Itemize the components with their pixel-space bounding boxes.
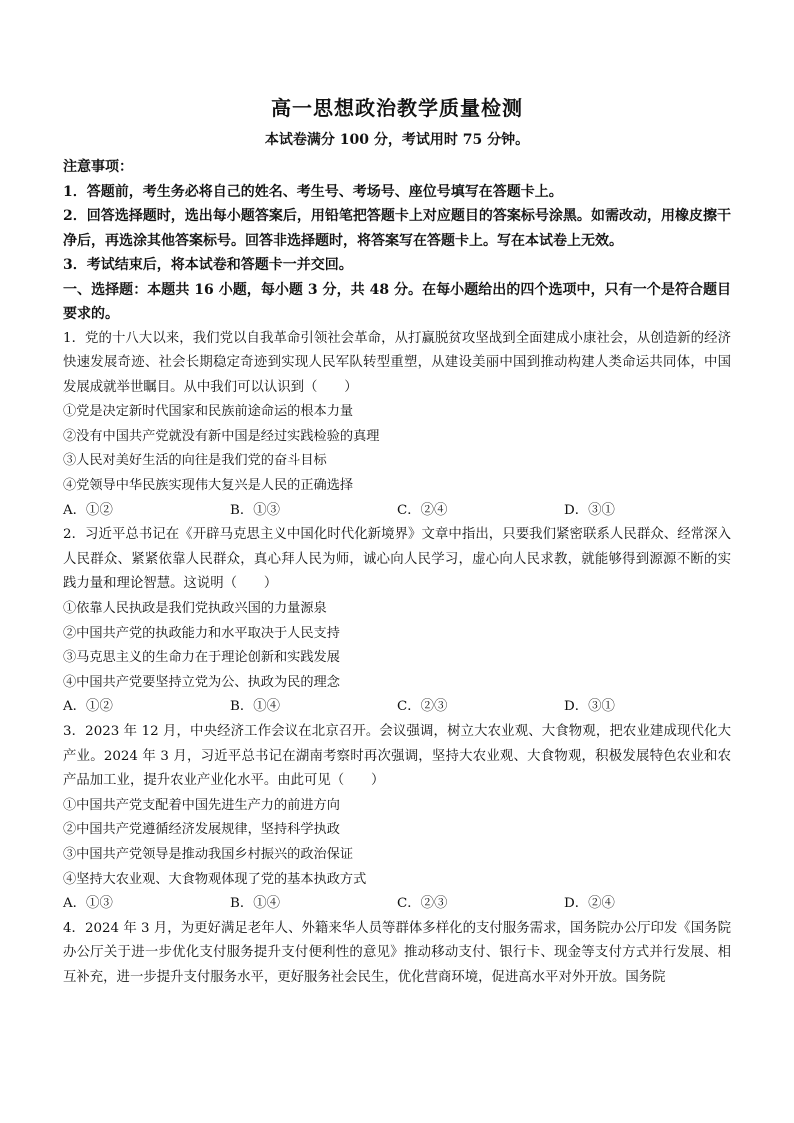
exam-subtitle: 本试卷满分 100 分，考试用时 75 分钟。 bbox=[264, 132, 530, 148]
question-3-statement-3: ③中国共产党领导是推动我国乡村振兴的政治保证 bbox=[63, 846, 354, 862]
question-3-stem: 3．2023 年 12 月，中央经济工作会议在北京召开。会议强调，树立大农业观、大食物观，把农业建成现代化大产业。2024 年 3 月，习近平总书记在湖南考察时再次强调，坚持大农业观、大食物观，积极发展特色农业和农产品加工业，提升农业产业化水平。由此可见（ ） bbox=[63, 724, 731, 789]
choice-b: B．①③ bbox=[230, 502, 281, 518]
choice-b: B．①④ bbox=[230, 896, 281, 912]
question-2-stem: 2．习近平总书记在《开辟马克思主义中国化时代化新境界》文章中指出，只要我们紧密联系人民群众、经常深入人民群众、紧紧依靠人民群众，真心拜人民为师，诚心向人民学习，虚心向人民求教，就能够得到源源不断的实践力量和理论智慧。这说明（ ） bbox=[63, 527, 731, 592]
choice-d: D．③① bbox=[564, 502, 615, 518]
question-1-choices bbox=[63, 499, 731, 524]
choice-c: C．②③ bbox=[397, 699, 448, 715]
question-2-statement-2: ②中国共产党的执政能力和水平取决于人民支持 bbox=[63, 625, 340, 641]
choice-a: A．①② bbox=[63, 502, 113, 518]
choice-b: B．①④ bbox=[230, 699, 281, 715]
question-1-statement-1: ①党是决定新时代国家和民族前途命运的根本力量 bbox=[63, 404, 354, 420]
question-1-statement-4: ④党领导中华民族实现伟大复兴是人民的正确选择 bbox=[63, 478, 354, 494]
note-item-3: 3．考试结束后，将本试卷和答题卡一并交回。 bbox=[63, 257, 353, 273]
question-2-statement-4: ④中国共产党要坚持立党为公、执政为民的理念 bbox=[63, 674, 340, 690]
question-3-choices bbox=[63, 892, 731, 917]
section-heading: 一、选择题：本题共 16 小题，每小题 3 分，共 48 分。在每小题给出的四个选项中，只有一个是符合题目要求的。 bbox=[63, 281, 731, 322]
note-item-1: 1．答题前，考生务必将自己的姓名、考生号、考场号、座位号填写在答题卡上。 bbox=[63, 183, 563, 200]
choice-a: A．①② bbox=[63, 699, 113, 715]
question-2-statement-3: ③马克思主义的生命力在于理论创新和实践发展 bbox=[63, 650, 340, 666]
question-4-stem: 4．2024 年 3 月，为更好满足老年人、外籍来华人员等群体多样化的支付服务需求，国务院办公厅印发《国务院办公厅关于进一步优化支付服务提升支付便利性的意见》推动移动支付、银行卡、现金等支付方式并行发展、相互补充，进一步提升支付服务水平，更好服务社会民生，优化营商环境，促进高水平对外开放。国务院 bbox=[63, 920, 731, 985]
choice-d: D．②④ bbox=[564, 896, 615, 912]
question-1-statement-2: ②没有中国共产党就没有新中国是经过实践检验的真理 bbox=[63, 428, 380, 444]
question-2-statement-1: ①依靠人民执政是我们党执政兴国的力量源泉 bbox=[63, 601, 327, 617]
choice-c: C．②④ bbox=[397, 502, 448, 518]
question-1-statement-3: ③人民对美好生活的向往是我们党的奋斗目标 bbox=[63, 453, 327, 469]
question-1-stem: 1．党的十八大以来，我们党以自我革命引领社会革命，从打赢脱贫攻坚战到全面建成小康社会，从创造新的经济快速发展奇迹、社会长期稳定奇迹到实现人民军队转型重塑，从建设美丽中国到推动构建人类命运共同体，中国发展成就举世瞩目。从中我们可以认识到（ ） bbox=[63, 330, 731, 395]
choice-d: D．③① bbox=[564, 699, 615, 715]
note-item-2: 2．回答选择题时，选出每小题答案后，用铅笔把答题卡上对应题目的答案标号涂黑。如需改动，用橡皮擦干净后，再选涂其他答案标号。回答非选择题时，将答案写在答题卡上。写在本试卷上无效。 bbox=[63, 208, 731, 249]
notes-heading: 注意事项： bbox=[63, 159, 133, 175]
choice-c: C．②③ bbox=[397, 896, 448, 912]
question-3-statement-2: ②中国共产党遵循经济发展规律，坚持科学执政 bbox=[63, 822, 340, 838]
question-3-statement-1: ①中国共产党支配着中国先进生产力的前进方向 bbox=[63, 797, 340, 813]
question-3-statement-4: ④坚持大农业观、大食物观体现了党的基本执政方式 bbox=[63, 871, 367, 887]
choice-a: A．①③ bbox=[63, 896, 113, 912]
exam-title: 高一思想政治教学质量检测 bbox=[271, 96, 523, 120]
question-2-choices bbox=[63, 695, 731, 720]
